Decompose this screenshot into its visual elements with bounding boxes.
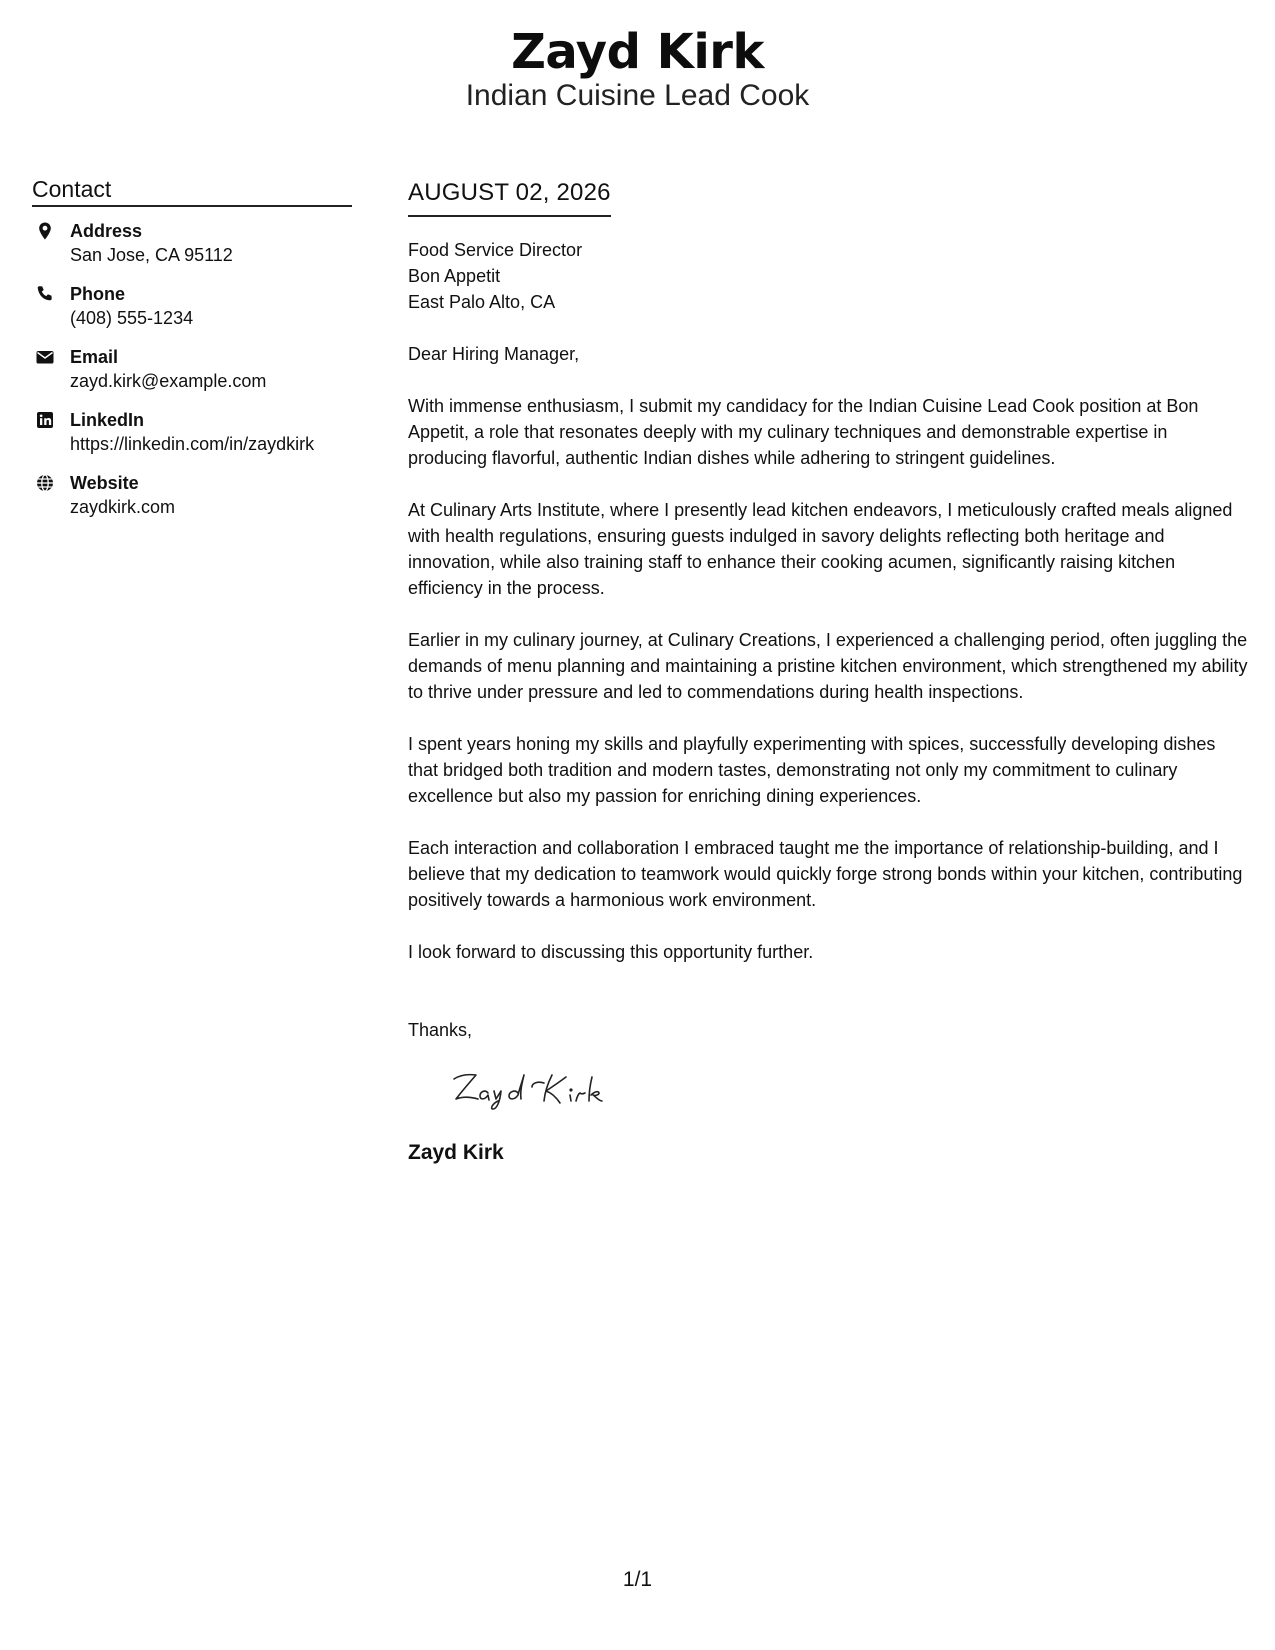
contact-item-phone: [32, 282, 352, 330]
contact-heading: Contact: [32, 175, 352, 207]
recipient-block: [408, 237, 1250, 315]
recipient-line: Bon Appetit: [408, 266, 501, 286]
contact-item-email: [32, 345, 352, 393]
page-indicator: 1/1: [622, 1568, 653, 1591]
letter-body: [408, 177, 1250, 1167]
contact-sidebar: [32, 175, 352, 534]
body-paragraph: I look forward to discussing this opportunity further.: [408, 942, 814, 962]
applicant-name: Zayd Kirk: [511, 24, 764, 80]
linkedin-icon: [35, 410, 55, 430]
letter-date: AUGUST 02, 2026: [408, 177, 611, 217]
body-paragraph: Each interaction and collaboration I embraced taught me the importance of relationship-building, and I believe that my dedication to teamwork would quickly forge strong bonds within your kitchen, contributing positively towards a harmonious work environment.: [408, 838, 1243, 910]
closing: Thanks,: [408, 1020, 473, 1040]
body-paragraph: I spent years honing my skills and playfully experimenting with spices, successfully developing dishes that bridged both tradition and modern tastes, demonstrating not only my commitment to culinary excellence but also my passion for enriching dining experiences.: [408, 734, 1216, 806]
contact-list: [32, 219, 352, 519]
body-paragraph: With immense enthusiasm, I submit my candidacy for the Indian Cuisine Lead Cook position at Bon Appetit, a role that resonates deeply with my culinary techniques and demonstrable expertise in producing flavorful, authentic Indian dishes while adhering to stringent guidelines.: [408, 396, 1199, 468]
address-value: San Jose, CA 95112: [70, 245, 233, 265]
phone-icon: [35, 284, 55, 304]
letter-header: [0, 22, 1275, 114]
contact-item-linkedin: [32, 408, 352, 456]
contact-item-address: [32, 219, 352, 267]
salutation: Dear Hiring Manager,: [408, 344, 580, 364]
phone-value: (408) 555-1234: [70, 308, 194, 328]
contact-label: Phone: [70, 284, 126, 304]
website-link[interactable]: zaydkirk.com: [70, 497, 176, 517]
contact-label: Website: [70, 473, 139, 493]
recipient-line: East Palo Alto, CA: [408, 292, 556, 312]
location-pin-icon: [35, 221, 55, 241]
email-link[interactable]: zayd.kirk@example.com: [70, 371, 267, 391]
body-paragraph: At Culinary Arts Institute, where I presently lead kitchen endeavors, I meticulously crafted meals aligned with health regulations, ensuring guests indulged in savory delights reflecting both heritage and innovation, while also training staff to enhance their cooking acumen, significantly raising kitchen efficiency in the process.: [408, 500, 1233, 598]
contact-label: Address: [70, 221, 143, 241]
applicant-title: Indian Cuisine Lead Cook: [465, 79, 810, 112]
signer-name: Zayd Kirk: [408, 1141, 504, 1164]
linkedin-link[interactable]: https://linkedin.com/in/zaydkirk: [70, 434, 315, 454]
envelope-icon: [35, 347, 55, 367]
globe-icon: [35, 473, 55, 493]
body-paragraph: Earlier in my culinary journey, at Culinary Creations, I experienced a challenging period, often juggling the demands of menu planning and maintaining a pristine kitchen environment, which strengthened my ability to thrive under pressure and led to commendations during health inspections.: [408, 630, 1248, 702]
contact-label: Email: [70, 347, 119, 367]
handwritten-signature: [448, 1065, 648, 1121]
contact-label: LinkedIn: [70, 410, 145, 430]
recipient-line: Food Service Director: [408, 240, 583, 260]
contact-item-website: [32, 471, 352, 519]
